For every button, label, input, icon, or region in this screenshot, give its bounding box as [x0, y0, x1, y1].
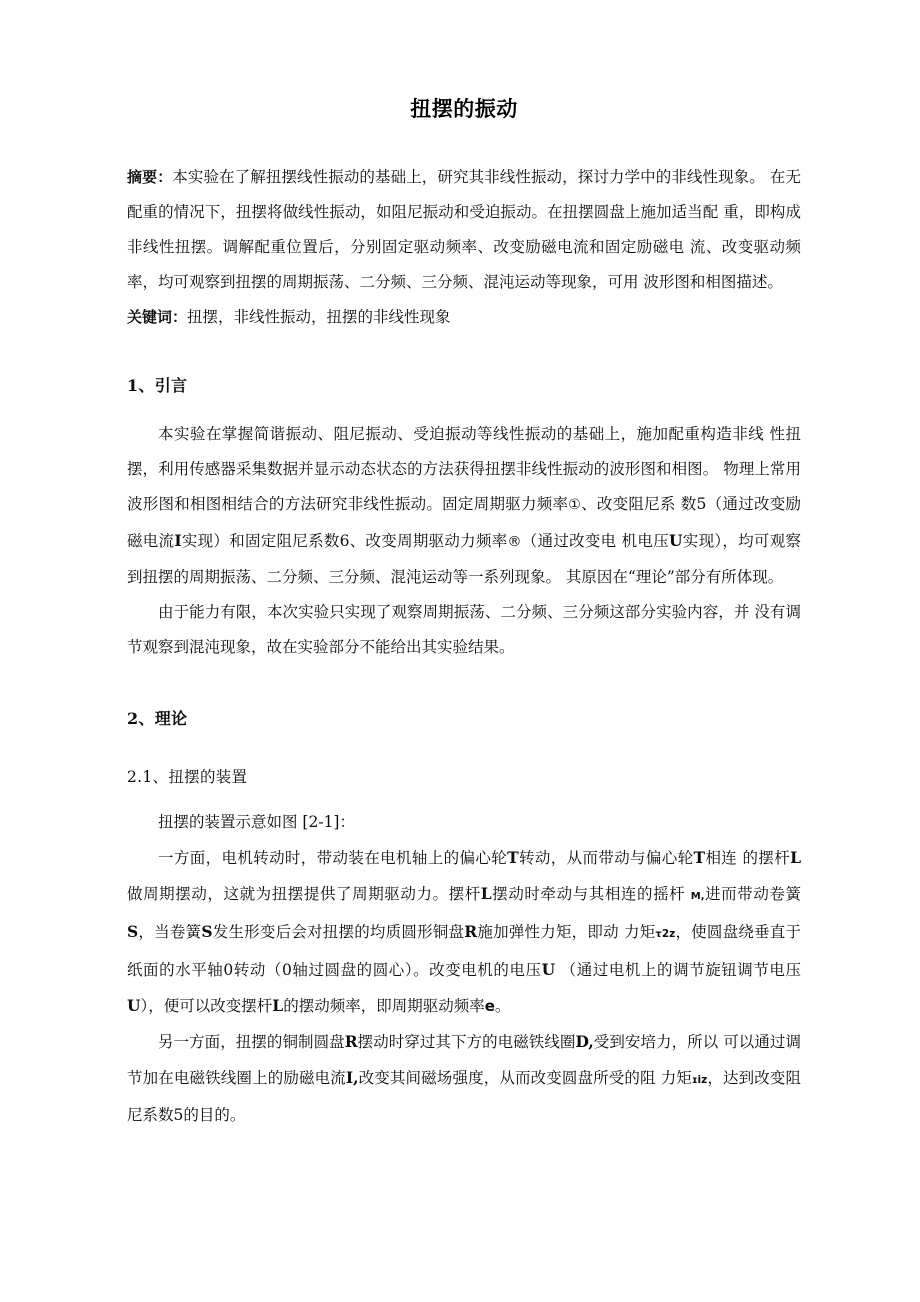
inline-symbol: τ: [655, 929, 662, 941]
paragraph: 一方面，电机转动时，带动装在电机轴上的偏心轮T转动，从而带动与偏心轮T相连 的摆杆L做周期摆动，这就为扭摆提供了周期驱动力。摆杆L摆动时牵动与其相连的摇杆 M,进而带动卷簧S，当卷簧S发生形变后会对扭摆的均质圆形铜盘R施加弹性力矩，即动 力矩τ2z，使圆盘绕垂直于纸面的水平轴0转动（0轴过圆盘的圆心）。改变电机的电压U （通过电机上的调节旋钮调节电压U），便可以改变摆杆L的摆动频率，即周期驱动频率e。: [127, 848, 801, 1016]
abstract-paragraph: [127, 160, 801, 300]
keywords-text: 扭摆，非线性振动，扭摆的非线性现象: [187, 308, 451, 327]
inline-symbol: L: [480, 884, 492, 904]
inline-symbol: 2z: [661, 928, 676, 941]
keywords-label: 关键词：: [127, 308, 188, 327]
inline-symbol: e: [484, 997, 495, 1016]
inline-symbol: M,: [690, 891, 705, 903]
inline-symbol: S: [127, 922, 139, 942]
section-heading-theory: 2、理论: [127, 709, 188, 729]
keywords-paragraph: [127, 300, 801, 335]
inline-symbol: ①: [568, 497, 582, 514]
inline-symbol: U: [541, 960, 556, 980]
inline-symbol: ɪ: [692, 1075, 698, 1087]
page-title: 扭摆的振动: [410, 97, 518, 121]
inline-symbol: L: [272, 996, 284, 1016]
page-content: [127, 0, 801, 1133]
inline-symbol: U: [668, 531, 683, 551]
subsection-heading-device: 2.1、扭摆的装置: [127, 768, 248, 787]
section-body-theory: [127, 805, 801, 1133]
inline-symbol: ®: [507, 534, 522, 551]
inline-symbol: R: [344, 1032, 358, 1052]
inline-symbol: T: [507, 848, 519, 868]
section-body-introduction: [127, 417, 801, 665]
inline-symbol: I,: [345, 1068, 359, 1088]
inline-symbol: S: [201, 922, 213, 942]
section-heading-introduction: 1、引言: [127, 376, 188, 396]
inline-symbol: U: [127, 996, 141, 1016]
inline-symbol: L: [790, 848, 801, 868]
paragraph: 由于能力有限，本次实验只实现了观察周期振荡、二分频、三分频这部分实验内容，并 没有调节观察到混沌现象，故在实验部分不能给出其实验结果。: [127, 603, 801, 657]
paragraph: 另一方面，扭摆的铜制圆盘R摆动时穿过其下方的电磁铁线圈D,受到安培力，所以 可以通过调节加在电磁铁线圈上的励磁电流I,改变其间磁场强度，从而改变圆盘所受的阻 力矩ɪiz，达到改变阻尼系数5的目的。: [127, 1032, 801, 1125]
inline-symbol: D,: [575, 1032, 594, 1052]
inline-symbol: T: [693, 848, 706, 868]
inline-symbol: iz: [697, 1074, 708, 1087]
paragraph: 扭摆的装置示意如图 [2-1]：: [158, 813, 355, 832]
abstract-text: 本实验在了解扭摆线性振动的基础上，研究其非线性振动，探讨力学中的非线性现象。 在无配重的情况下，扭摆将做线性振动，如阻尼振动和受迫振动。在扭摆圆盘上施加适当配 重，即构成非线性扭摆。调解配重位置后，分别固定驱动频率、改变励磁电流和固定励磁电 流、改变驱动频率，均可观察到扭摆的周期振荡、二分频、三分频、混沌运动等现象，可用 波形图和相图描述。: [127, 168, 801, 292]
inline-symbol: I: [174, 531, 182, 551]
abstract-label: 摘要：: [127, 168, 173, 187]
paragraph: 本实验在掌握简谐振动、阻尼振动、受迫振动等线性振动的基础上，施加配重构造非线 性扭摆，利用传感器采集数据并显示动态状态的方法获得扭摆非线性振动的波形图和相图。 物理上常用波形图和相图相结合的方法研究非线性振动。固定周期驱力频率①、改变阻尼系 数5（通过改变励磁电流I实现）和固定阻尼系数6、改变周期驱动力频率®（通过改变电 机电压U实现），均可观察到扭摆的周期振荡、二分频、三分频、混沌运动等一系列现象。 其原因在“理论”部分有所体现。: [127, 425, 801, 587]
inline-symbol: R: [464, 922, 478, 942]
